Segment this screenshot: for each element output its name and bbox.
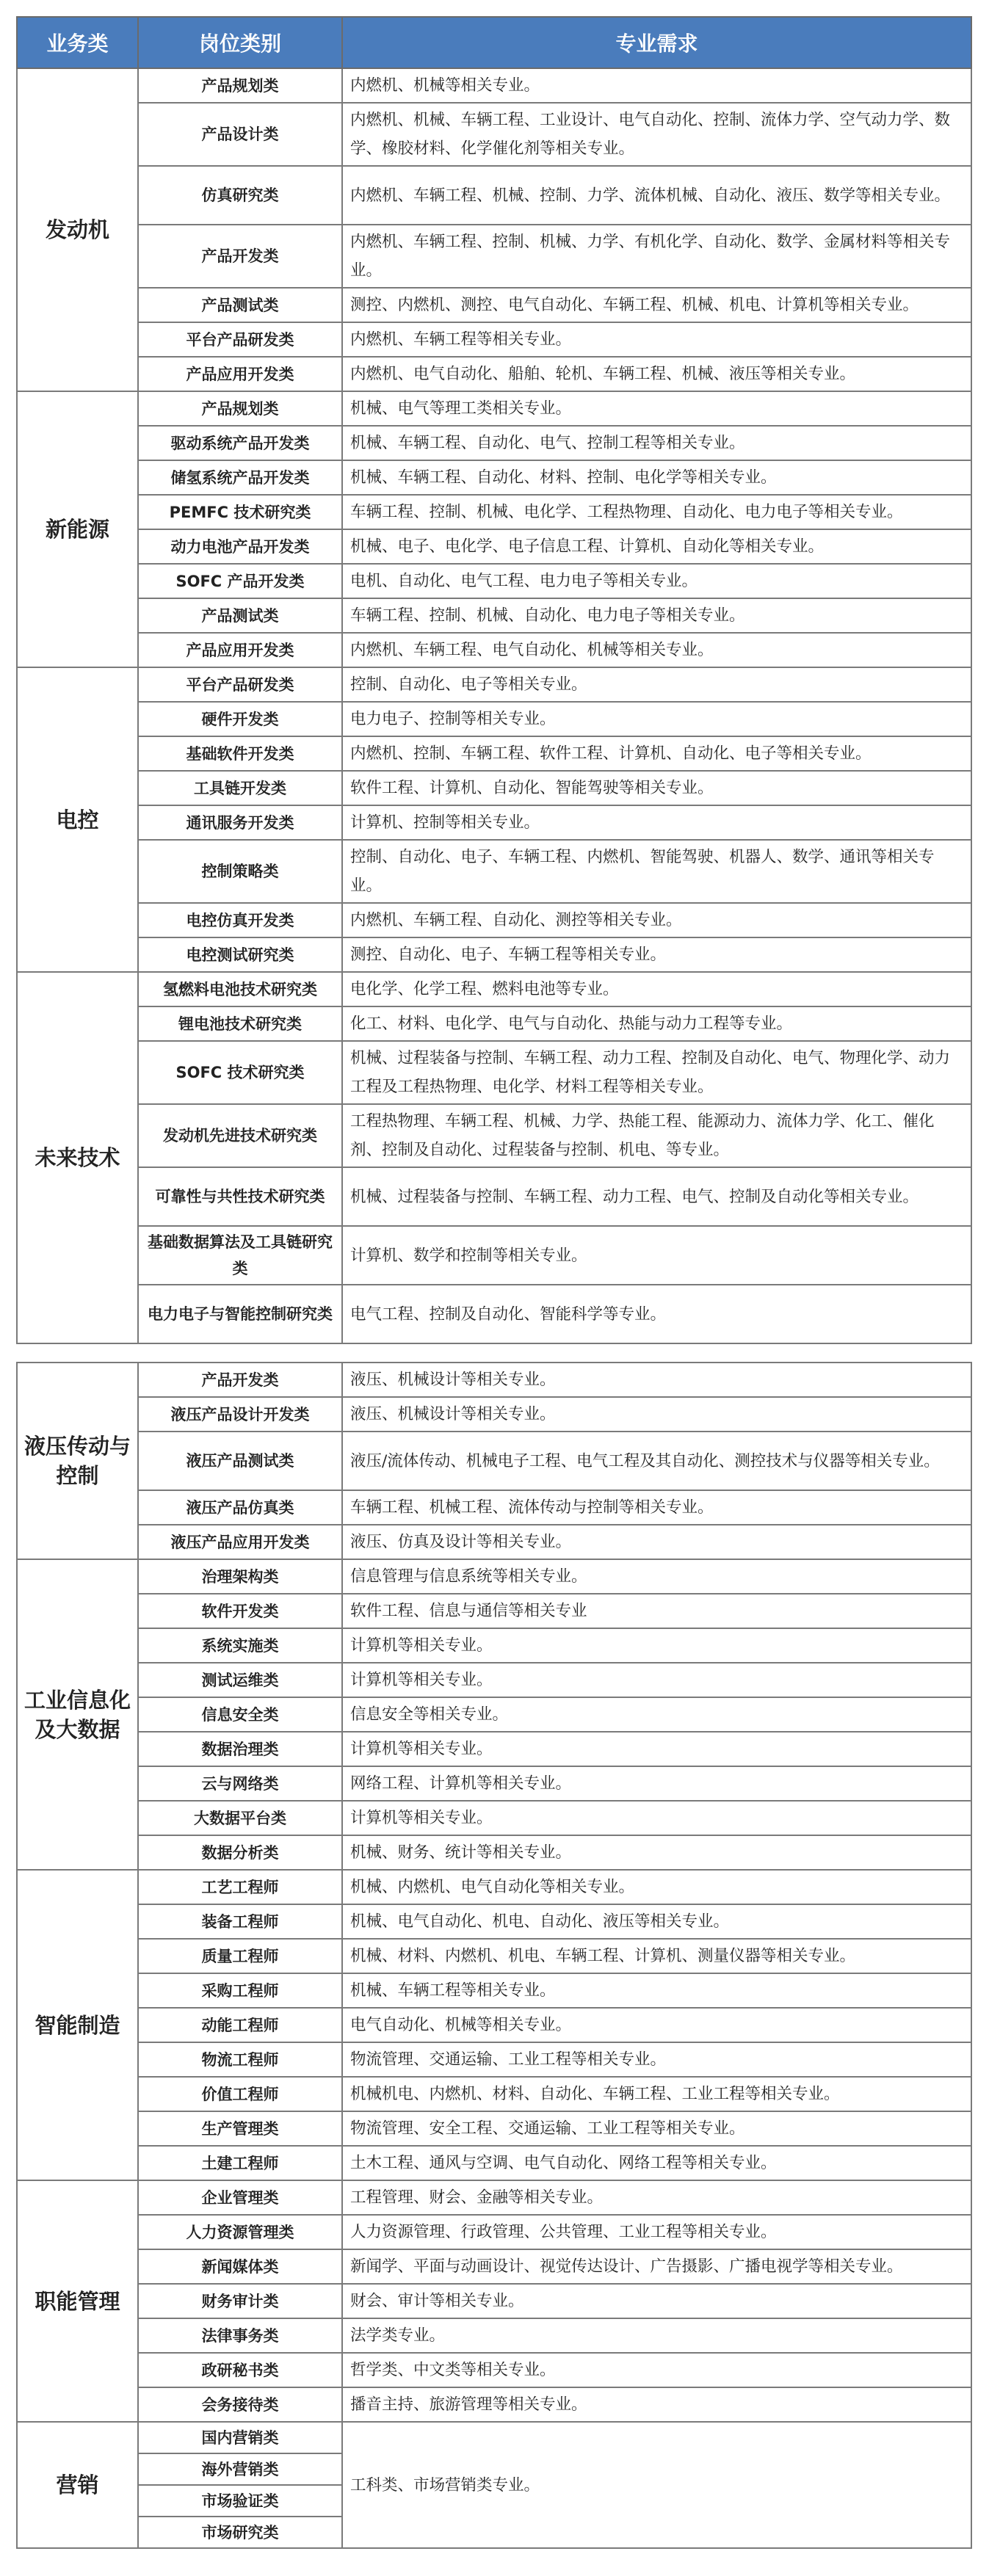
table-row xyxy=(17,2215,971,2249)
table-row xyxy=(17,2146,971,2180)
position-cell: 生产管理类 xyxy=(138,2111,342,2146)
table-row xyxy=(17,2180,971,2215)
requirement-cell: 机械、车辆工程、自动化、电气、控制工程等相关专业。 xyxy=(342,426,971,460)
table-row xyxy=(17,288,971,322)
requirement-cell: 内燃机、车辆工程、自动化、测控等相关专业。 xyxy=(342,903,971,937)
position-cell: 物流工程师 xyxy=(138,2042,342,2077)
requirement-cell: 法学类专业。 xyxy=(342,2318,971,2353)
table-row xyxy=(17,2284,971,2318)
table-row xyxy=(17,2042,971,2077)
requirement-cell: 计算机等相关专业。 xyxy=(342,1801,971,1835)
header-requirement: 专业需求 xyxy=(342,17,971,68)
table-row xyxy=(17,1041,971,1104)
requirement-cell: 信息管理与信息系统等相关专业。 xyxy=(342,1559,971,1594)
table-row xyxy=(17,1973,971,2008)
table-row xyxy=(17,1104,971,1167)
position-cell: 产品规划类 xyxy=(138,68,342,103)
table-row xyxy=(17,1006,971,1041)
requirement-cell: 物流管理、交通运输、工业工程等相关专业。 xyxy=(342,2042,971,2077)
table-row xyxy=(17,1490,971,1525)
requirement-cell: 内燃机、机械、车辆工程、工业设计、电气自动化、控制、流体力学、空气动力学、数学、橡胶材料、化学催化剂等相关专业。 xyxy=(342,103,971,166)
table-row xyxy=(17,1870,971,1904)
position-cell: 液压产品测试类 xyxy=(138,1432,342,1490)
requirement-cell: 控制、自动化、电子等相关专业。 xyxy=(342,667,971,702)
requirement-cell: 机械、车辆工程、自动化、材料、控制、电化学等相关专业。 xyxy=(342,460,971,495)
requirement-cell: 工程热物理、车辆工程、机械、力学、热能工程、能源动力、流体力学、化工、催化剂、控制及自动化、过程装备与控制、机电、等专业。 xyxy=(342,1104,971,1167)
position-cell: 电力电子与智能控制研究类 xyxy=(138,1285,342,1343)
table-row xyxy=(17,1167,971,1226)
position-cell: 企业管理类 xyxy=(138,2180,342,2215)
table-row xyxy=(17,68,971,103)
position-cell: 大数据平台类 xyxy=(138,1801,342,1835)
table-row xyxy=(17,357,971,391)
requirement-cell: 土木工程、通风与空调、电气自动化、网络工程等相关专业。 xyxy=(342,2146,971,2180)
position-cell: 储氢系统产品开发类 xyxy=(138,460,342,495)
position-cell: 工具链开发类 xyxy=(138,771,342,805)
business-category-cell: 营销 xyxy=(17,2422,138,2548)
requirement-cell: 液压、机械设计等相关专业。 xyxy=(342,1397,971,1432)
position-cell: 软件开发类 xyxy=(138,1594,342,1628)
table-row xyxy=(17,225,971,288)
position-cell: 数据治理类 xyxy=(138,1732,342,1766)
table-row xyxy=(17,564,971,598)
table-row xyxy=(17,1939,971,1973)
requirement-cell: 内燃机、车辆工程、机械、控制、力学、流体机械、自动化、液压、数学等相关专业。 xyxy=(342,166,971,225)
requirement-cell: 机械、电气等理工类相关专业。 xyxy=(342,391,971,426)
requirement-cell: 测控、自动化、电子、车辆工程等相关专业。 xyxy=(342,937,971,972)
position-cell: 仿真研究类 xyxy=(138,166,342,225)
position-cell: 市场研究类 xyxy=(138,2517,342,2548)
business-category-cell: 职能管理 xyxy=(17,2180,138,2422)
requirement-cell: 机械、电子、电化学、电子信息工程、计算机、自动化等相关专业。 xyxy=(342,529,971,564)
requirement-cell: 播音主持、旅游管理等相关专业。 xyxy=(342,2387,971,2422)
table-row xyxy=(17,2387,971,2422)
table-row xyxy=(17,460,971,495)
position-cell: 产品应用开发类 xyxy=(138,633,342,667)
table-row xyxy=(17,972,971,1006)
table-row xyxy=(17,1559,971,1594)
table-row xyxy=(17,1397,971,1432)
position-cell: 国内营销类 xyxy=(138,2422,342,2453)
position-cell: 工艺工程师 xyxy=(138,1870,342,1904)
requirement-cell: 软件工程、信息与通信等相关专业 xyxy=(342,1594,971,1628)
table-header-row xyxy=(17,17,971,68)
requirement-cell: 液压、仿真及设计等相关专业。 xyxy=(342,1525,971,1559)
position-cell: 数据分析类 xyxy=(138,1835,342,1870)
position-cell: 新闻媒体类 xyxy=(138,2249,342,2284)
requirement-cell: 计算机等相关专业。 xyxy=(342,1732,971,1766)
table-row xyxy=(17,840,971,903)
table-row xyxy=(17,1226,971,1285)
position-cell: 平台产品研发类 xyxy=(138,667,342,702)
position-cell: PEMFC 技术研究类 xyxy=(138,495,342,529)
position-cell: 驱动系统产品开发类 xyxy=(138,426,342,460)
table-row xyxy=(17,1835,971,1870)
requirement-cell: 机械、过程装备与控制、车辆工程、动力工程、控制及自动化、电气、物理化学、动力工程及工程热物理、电化学、材料工程等相关专业。 xyxy=(342,1041,971,1104)
position-cell: 可靠性与共性技术研究类 xyxy=(138,1167,342,1226)
table-row xyxy=(17,1525,971,1559)
table-row xyxy=(17,103,971,166)
requirement-cell: 财会、审计等相关专业。 xyxy=(342,2284,971,2318)
table-row xyxy=(17,2111,971,2146)
requirement-cell: 液压、机械设计等相关专业。 xyxy=(342,1363,971,1397)
requirement-cell: 液压/流体传动、机械电子工程、电气工程及其自动化、测控技术与仪器等相关专业。 xyxy=(342,1432,971,1490)
requirement-cell: 机械、财务、统计等相关专业。 xyxy=(342,1835,971,1870)
header-business: 业务类 xyxy=(17,17,138,68)
position-cell: 治理架构类 xyxy=(138,1559,342,1594)
position-cell: 液压产品设计开发类 xyxy=(138,1397,342,1432)
requirements-table-1 xyxy=(16,16,972,1344)
requirement-cell: 人力资源管理、行政管理、公共管理、工业工程等相关专业。 xyxy=(342,2215,971,2249)
requirement-cell: 内燃机、车辆工程、电气自动化、机械等相关专业。 xyxy=(342,633,971,667)
position-cell: 采购工程师 xyxy=(138,1973,342,2008)
position-cell: 产品开发类 xyxy=(138,225,342,288)
position-cell: 液压产品应用开发类 xyxy=(138,1525,342,1559)
requirement-cell: 机械、过程装备与控制、车辆工程、动力工程、电气、控制及自动化等相关专业。 xyxy=(342,1167,971,1226)
table-row xyxy=(17,1285,971,1343)
table-row xyxy=(17,1663,971,1697)
table-row xyxy=(17,1594,971,1628)
requirement-cell: 电气自动化、机械等相关专业。 xyxy=(342,2008,971,2042)
position-cell: SOFC 技术研究类 xyxy=(138,1041,342,1104)
requirement-cell: 内燃机、机械等相关专业。 xyxy=(342,68,971,103)
requirement-cell: 测控、内燃机、测控、电气自动化、车辆工程、机械、机电、计算机等相关专业。 xyxy=(342,288,971,322)
table-row xyxy=(17,1732,971,1766)
table-row xyxy=(17,667,971,702)
requirement-cell: 工科类、市场营销类专业。 xyxy=(342,2422,971,2548)
requirement-cell: 软件工程、计算机、自动化、智能驾驶等相关专业。 xyxy=(342,771,971,805)
requirement-cell: 机械、内燃机、电气自动化等相关专业。 xyxy=(342,1870,971,1904)
position-cell: 发动机先进技术研究类 xyxy=(138,1104,342,1167)
table-row xyxy=(17,2318,971,2353)
position-cell: 产品开发类 xyxy=(138,1363,342,1397)
table-row xyxy=(17,1432,971,1490)
table-row xyxy=(17,1904,971,1939)
position-cell: 基础数据算法及工具链研究类 xyxy=(138,1226,342,1285)
position-cell: 通讯服务开发类 xyxy=(138,805,342,840)
requirement-cell: 物流管理、安全工程、交通运输、工业工程等相关专业。 xyxy=(342,2111,971,2146)
business-category-cell: 未来技术 xyxy=(17,972,138,1343)
requirement-cell: 电化学、化学工程、燃料电池等专业。 xyxy=(342,972,971,1006)
requirement-cell: 电机、自动化、电气工程、电力电子等相关专业。 xyxy=(342,564,971,598)
position-cell: 政研秘书类 xyxy=(138,2353,342,2387)
position-cell: 价值工程师 xyxy=(138,2077,342,2111)
table-row xyxy=(17,529,971,564)
requirement-cell: 计算机、控制等相关专业。 xyxy=(342,805,971,840)
table-row xyxy=(17,2008,971,2042)
table-row xyxy=(17,1628,971,1663)
table-row xyxy=(17,2422,971,2453)
position-cell: 海外营销类 xyxy=(138,2453,342,2485)
requirement-cell: 内燃机、车辆工程、控制、机械、力学、有机化学、自动化、数学、金属材料等相关专业。 xyxy=(342,225,971,288)
table-row xyxy=(17,2077,971,2111)
position-cell: 动能工程师 xyxy=(138,2008,342,2042)
position-cell: 会务接待类 xyxy=(138,2387,342,2422)
position-cell: 系统实施类 xyxy=(138,1628,342,1663)
table-row xyxy=(17,166,971,225)
position-cell: 土建工程师 xyxy=(138,2146,342,2180)
requirement-cell: 电力电子、控制等相关专业。 xyxy=(342,702,971,736)
requirement-cell: 电气工程、控制及自动化、智能科学等专业。 xyxy=(342,1285,971,1343)
table-row xyxy=(17,2249,971,2284)
position-cell: 动力电池产品开发类 xyxy=(138,529,342,564)
requirement-cell: 信息安全等相关专业。 xyxy=(342,1697,971,1732)
business-category-cell: 液压传动与控制 xyxy=(17,1363,138,1559)
requirement-cell: 内燃机、控制、车辆工程、软件工程、计算机、自动化、电子等相关专业。 xyxy=(342,736,971,771)
requirement-cell: 内燃机、电气自动化、船舶、轮机、车辆工程、机械、液压等相关专业。 xyxy=(342,357,971,391)
table-row xyxy=(17,702,971,736)
requirement-cell: 哲学类、中文类等相关专业。 xyxy=(342,2353,971,2387)
table-row xyxy=(17,903,971,937)
requirement-cell: 车辆工程、机械工程、流体传动与控制等相关专业。 xyxy=(342,1490,971,1525)
position-cell: 硬件开发类 xyxy=(138,702,342,736)
business-category-cell: 工业信息化及大数据 xyxy=(17,1559,138,1870)
table-row xyxy=(17,771,971,805)
position-cell: 产品设计类 xyxy=(138,103,342,166)
position-cell: 液压产品仿真类 xyxy=(138,1490,342,1525)
requirement-cell: 工程管理、财会、金融等相关专业。 xyxy=(342,2180,971,2215)
table-row xyxy=(17,495,971,529)
table-row xyxy=(17,633,971,667)
table-row xyxy=(17,805,971,840)
position-cell: 电控仿真开发类 xyxy=(138,903,342,937)
position-cell: 测试运维类 xyxy=(138,1663,342,1697)
requirement-cell: 网络工程、计算机等相关专业。 xyxy=(342,1766,971,1801)
requirement-cell: 计算机、数学和控制等相关专业。 xyxy=(342,1226,971,1285)
table-row xyxy=(17,1801,971,1835)
requirements-table-2 xyxy=(16,1362,972,2549)
table-row xyxy=(17,937,971,972)
requirement-cell: 计算机等相关专业。 xyxy=(342,1663,971,1697)
position-cell: 产品测试类 xyxy=(138,598,342,633)
business-category-cell: 智能制造 xyxy=(17,1870,138,2180)
position-cell: 氢燃料电池技术研究类 xyxy=(138,972,342,1006)
position-cell: 市场验证类 xyxy=(138,2485,342,2517)
position-cell: 平台产品研发类 xyxy=(138,322,342,357)
requirement-cell: 控制、自动化、电子、车辆工程、内燃机、智能驾驶、机器人、数学、通讯等相关专业。 xyxy=(342,840,971,903)
requirement-cell: 计算机等相关专业。 xyxy=(342,1628,971,1663)
position-cell: 云与网络类 xyxy=(138,1766,342,1801)
position-cell: 装备工程师 xyxy=(138,1904,342,1939)
table-row xyxy=(17,2353,971,2387)
requirement-cell: 化工、材料、电化学、电气与自动化、热能与动力工程等专业。 xyxy=(342,1006,971,1041)
table-row xyxy=(17,1697,971,1732)
position-cell: SOFC 产品开发类 xyxy=(138,564,342,598)
requirement-cell: 车辆工程、控制、机械、电化学、工程热物理、自动化、电力电子等相关专业。 xyxy=(342,495,971,529)
requirement-cell: 新闻学、平面与动画设计、视觉传达设计、广告摄影、广播电视学等相关专业。 xyxy=(342,2249,971,2284)
business-category-cell: 发动机 xyxy=(17,68,138,391)
position-cell: 法律事务类 xyxy=(138,2318,342,2353)
header-position: 岗位类别 xyxy=(138,17,342,68)
table-row xyxy=(17,426,971,460)
requirement-cell: 机械、车辆工程等相关专业。 xyxy=(342,1973,971,2008)
position-cell: 财务审计类 xyxy=(138,2284,342,2318)
position-cell: 产品测试类 xyxy=(138,288,342,322)
requirement-cell: 机械、材料、内燃机、机电、车辆工程、计算机、测量仪器等相关专业。 xyxy=(342,1939,971,1973)
requirement-cell: 车辆工程、控制、机械、自动化、电力电子等相关专业。 xyxy=(342,598,971,633)
table-row xyxy=(17,1766,971,1801)
position-cell: 人力资源管理类 xyxy=(138,2215,342,2249)
requirement-cell: 机械、电气自动化、机电、自动化、液压等相关专业。 xyxy=(342,1904,971,1939)
table-row xyxy=(17,391,971,426)
position-cell: 信息安全类 xyxy=(138,1697,342,1732)
requirement-cell: 机械机电、内燃机、材料、自动化、车辆工程、工业工程等相关专业。 xyxy=(342,2077,971,2111)
position-cell: 控制策略类 xyxy=(138,840,342,903)
position-cell: 质量工程师 xyxy=(138,1939,342,1973)
table-row xyxy=(17,322,971,357)
position-cell: 锂电池技术研究类 xyxy=(138,1006,342,1041)
table-row xyxy=(17,598,971,633)
table-row xyxy=(17,1363,971,1397)
table-row xyxy=(17,736,971,771)
position-cell: 产品规划类 xyxy=(138,391,342,426)
business-category-cell: 电控 xyxy=(17,667,138,972)
business-category-cell: 新能源 xyxy=(17,391,138,667)
position-cell: 基础软件开发类 xyxy=(138,736,342,771)
position-cell: 产品应用开发类 xyxy=(138,357,342,391)
requirement-cell: 内燃机、车辆工程等相关专业。 xyxy=(342,322,971,357)
position-cell: 电控测试研究类 xyxy=(138,937,342,972)
